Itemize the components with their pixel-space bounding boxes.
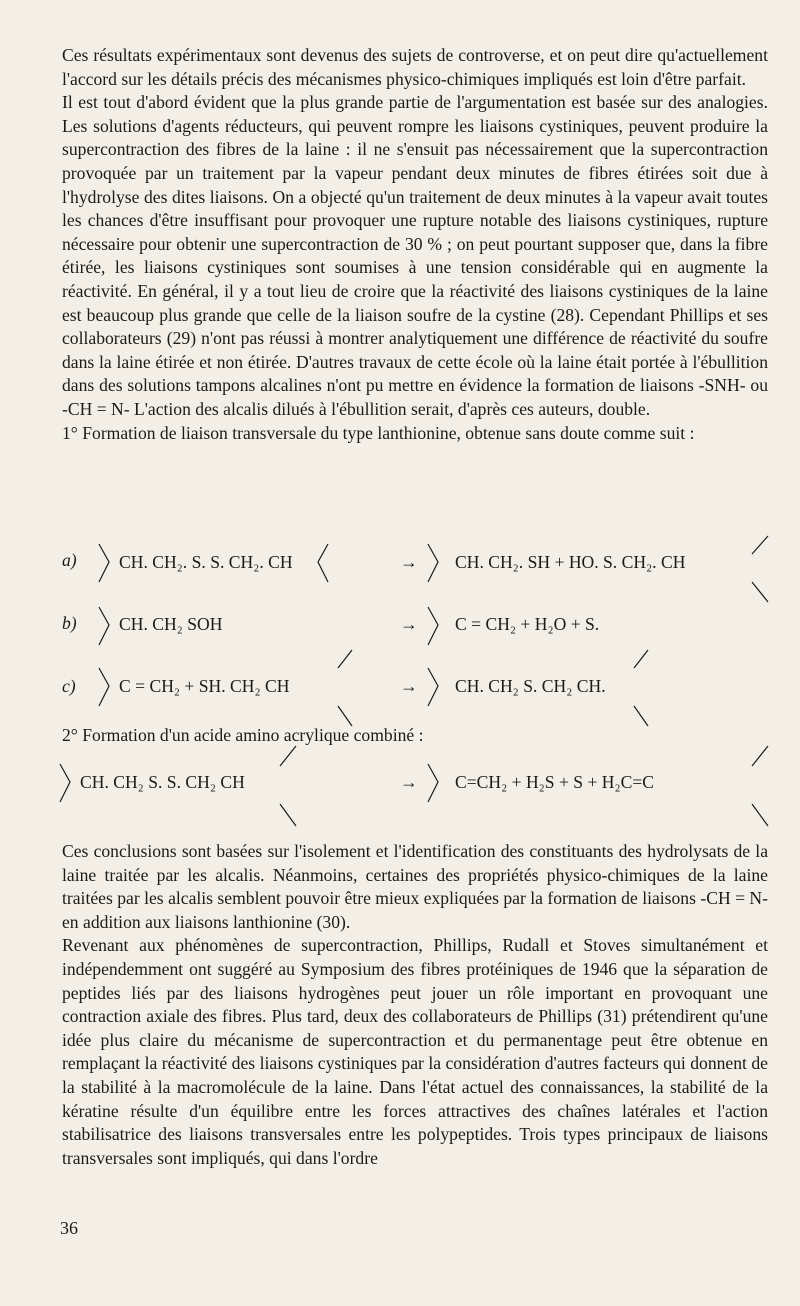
paragraph: Revenant aux phénomènes de supercontraction, Phillips, Rudall et Stoves simultanément et indépendemment ont suggéré au Symposium des fibres protéiniques de 1946 que la séparation de peptides liés par des liaisons hydrogènes peut jouer un rôle important en provoquant une contraction axiale des fibres. Plus tard, deux des collaborateurs de Phillips (31) prétendirent qu'une idée plus claire du mécanisme de supercontraction et du permanentage peut être obtenue en remplaçant la réactivité des liaisons cystiniques par la considération d'autres facteurs qui donnent de la stabilité à la macromolécule de la laine. Dans l'état actuel des connaissances, la stabilité de la kératine résulte d'un équilibre entre les forces attractives des chaînes latérales et l'action stabilisatrice des liaisons transversales entre les polypeptides. Trois types principaux de liaisons transversales sont impliqués, qui dans l'ordre [62, 935, 768, 1168]
bond-bracket [312, 542, 332, 584]
paragraph: Ces résultats expérimentaux sont devenus des sujets de controverse, et on peut dire qu'actuellement l'accord sur les détails précis des mécanismes physico-chimiques impliqués est loin d'être parfait. [62, 45, 768, 89]
reaction-arrow: → [400, 772, 418, 792]
bond-bracket [95, 605, 115, 647]
bond-lines [318, 646, 358, 732]
bond-lines [258, 742, 302, 834]
text-block-bottom [62, 840, 768, 1170]
reaction-product: CH. CH₂. SH + HO. S. CH₂. CH [455, 552, 686, 572]
reaction-reactant: C = CH₂ + SH. CH₂ CH [119, 676, 290, 696]
bond-bracket [424, 605, 444, 647]
paragraph: Ces conclusions sont basées sur l'isolement et l'identification des constituants des hydrolysats de la laine traitée par les alcalis. Néanmoins, certaines des propriétés physico-chimiques de la laine traitées par les alcalis semblent pouvoir être mieux expliquées par la formation de liaisons -CH = N- en addition aux liaisons lanthionine (30). [62, 841, 768, 932]
reaction-arrow: → [400, 676, 418, 696]
paragraph: 2° Formation d'un acide amino acrylique combiné : [62, 725, 424, 745]
bond-lines [612, 646, 652, 732]
bond-bracket [424, 666, 444, 708]
reaction-product: C=CH₂ + H₂S + S + H₂C=C [455, 772, 655, 792]
paragraph: Il est tout d'abord évident que la plus grande partie de l'argumentation est basée sur des analogies. Les solutions d'agents réducteurs, qui peuvent rompre les liaisons cystiniques, peuvent produire la supercontraction des fibres de la laine : il ne s'ensuit pas nécessairement que la supercontraction provoquée par un traitement par la vapeur pendant deux minutes de fibres étirées soit due à l'hydrolyse des dites liaisons. On a objecté qu'un traitement de deux minutes à la vapeur avait toutes les chances d'être insuffisant pour provoquer une rupture notable des liaisons cystiniques, rupture nécessaire pour obtenir une supercontraction de 30 % ; on peut pourtant supposer que, dans la fibre étirée, les liaisons cystiniques sont soumises à une tension considérable qui en augmente la réactivité. En général, il y a tout lieu de croire que la réactivité des liaisons cystiniques de la laine est beaucoup plus grande que celle de la liaison soufre de la cystine (28). Cependant Phillips et ses collaborateurs (29) n'ont pas réussi à montrer analytiquement une différence de réactivité du soufre dans la laine étirée et non étirée. D'autres travaux de cette école où la laine était portée à l'ébullition dans des solutions tampons alcalines n'ont pu mettre en évidence la formation de liaisons -SNH- ou -CH = N- L'action des alcalis dilués à l'ébullition serait, d'après ces auteurs, double. [62, 92, 768, 419]
bond-lines [736, 742, 772, 834]
reaction-reactant: CH. CH₂ SOH [119, 614, 223, 634]
bond-bracket [424, 762, 444, 804]
reaction-label: a) [62, 550, 77, 570]
bond-bracket [56, 762, 76, 804]
bond-bracket [95, 542, 115, 584]
reaction-product: C = CH₂ + H₂O + S. [455, 614, 600, 634]
bond-bracket [424, 542, 444, 584]
text-block-middle [62, 724, 768, 748]
reaction-arrow: → [400, 552, 418, 572]
page-number: 36 [60, 1218, 78, 1238]
bond-lines [742, 534, 772, 606]
reaction-label: c) [62, 676, 76, 696]
reaction-product: CH. CH₂ S. CH₂ CH. [455, 676, 606, 696]
reaction-label: b) [62, 613, 77, 633]
bond-bracket [95, 666, 115, 708]
reaction-arrow: → [400, 614, 418, 634]
paragraph: 1° Formation de liaison transversale du type lanthionine, obtenue sans doute comme suit : [62, 422, 695, 443]
text-block-top [62, 44, 768, 445]
reaction-reactant: CH. CH₂ S. S. CH₂ CH [80, 772, 245, 792]
reaction-reactant: CH. CH₂. S. S. CH₂. CH [119, 552, 293, 572]
